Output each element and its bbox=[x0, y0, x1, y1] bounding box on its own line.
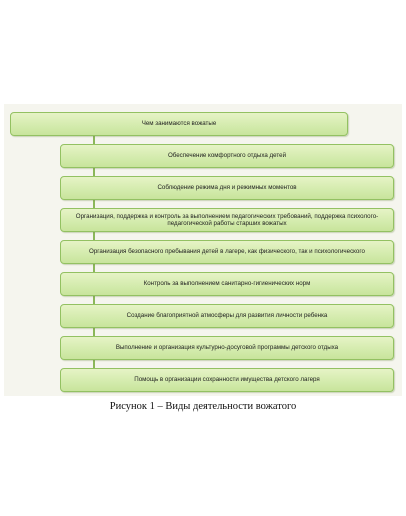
activity-node-6: Создание благоприятной атмосферы для развития личности ребенка bbox=[60, 304, 394, 328]
activity-node-1: Обеспечение комфортного отдыха детей bbox=[60, 144, 394, 168]
activity-node-7: Выполнение и организация культурно-досуговой программы детского отдыха bbox=[60, 336, 394, 360]
activity-node-3: Организация, поддержка и контроль за выполнением педагогических требований, поддержка психолого-педагогической работы старших вожатых bbox=[60, 208, 394, 232]
figure-caption: Рисунок 1 – Виды деятельности вожатого bbox=[109, 401, 297, 412]
activity-diagram bbox=[4, 104, 402, 396]
activity-node-4: Организация безопасного пребывания детей в лагере, как физического, так и психологического bbox=[60, 240, 394, 264]
root-node: Чем занимаются вожатые bbox=[10, 112, 348, 136]
activity-node-2: Соблюдение режима дня и режимных моментов bbox=[60, 176, 394, 200]
activity-node-8: Помощь в организации сохранности имущества детского лагеря bbox=[60, 368, 394, 392]
activity-node-5: Контроль за выполнением санитарно-гигиенических норм bbox=[60, 272, 394, 296]
